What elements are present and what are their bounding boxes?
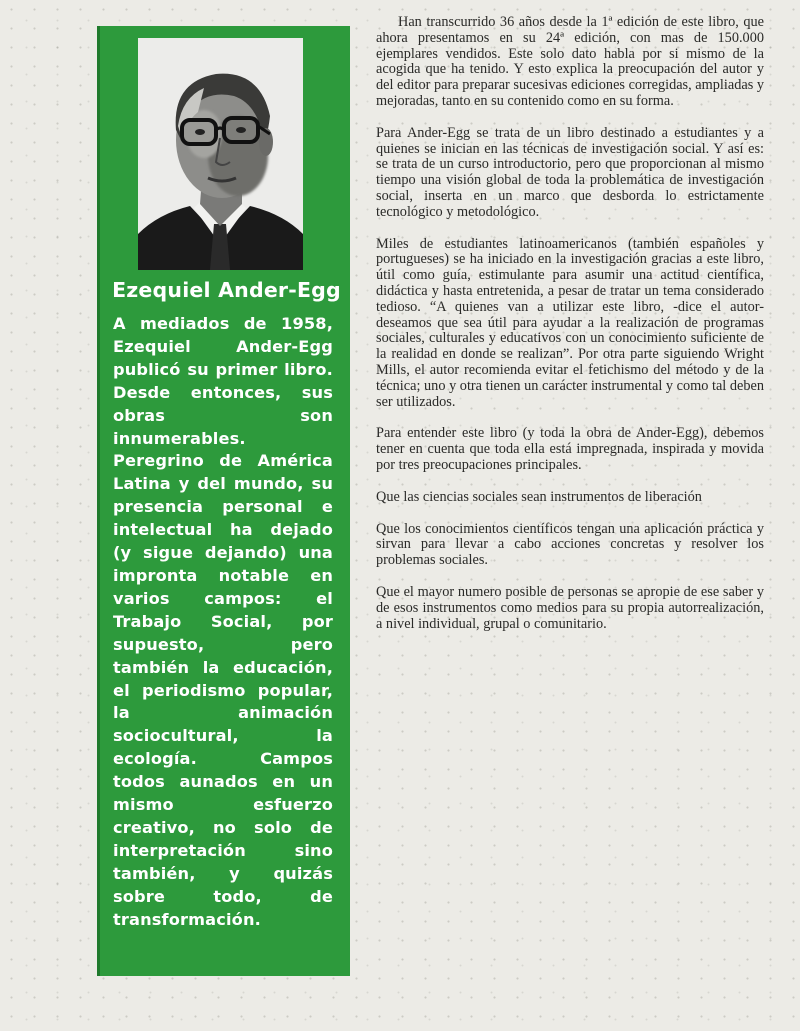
description-text xyxy=(376,15,764,632)
author-name: Ezequiel Ander-Egg xyxy=(112,278,341,302)
author-panel xyxy=(97,26,350,976)
author-bio: A mediados de 1958, Ezequiel Ander-Egg publicó su primer libro. Desde entonces, sus obras son innumerables. Peregrino de América Latina y del mundo, su presencia personal e intelectual ha dejado (y sigue dejando) una impronta notable en varios campos: el Trabajo Social, por supuesto, pero también la educación, el periodismo popular, la animación sociocultural, la ecología. Campos todos aunados en un mismo esfuerzo creativo, no solo de interpretación sino también, y quizás sobre todo, de transformación. xyxy=(113,314,333,929)
paragraph-students: Miles de estudiantes latinoamericanos (también españoles y portugueses) se ha iniciado en la investigación gracias a este libro, útil como guía, estimulante para asumir una actitud científica, didáctica y hasta entretenida, a pesar de tratar un tema considerado tedioso. “A quienes van a utilizar este libro, -dice el autor- deseamos que sea útil para ayudar a la realización de programas sociales, culturales y educativos con un conocimiento suficiente de la realidad en donde se realizan”. Por otra parte siguiendo Wright Mills, el autor recomienda evitar el fetichismo del método y de la técnica; uno y otra tienen un carácter instrumental y como tal deben ser utilizados. xyxy=(376,235,764,410)
paragraph-concern-appropriation: Que el mayor numero posible de personas se apropie de ese saber y de esos instrumentos como medios para su propia autorrealización, a nivel individual, grupal o comunitario. xyxy=(376,583,764,632)
paragraph-concern-liberation: Que las ciencias sociales sean instrumentos de liberación xyxy=(376,488,702,505)
paragraph-editions: Han transcurrido 36 años desde la 1ª edición de este libro, que ahora presentamos en su 24ª edición, con mas de 150.000 ejemplares vendidos. Este solo dato habla por si mismo de la acogida que ha tenido. Y esto explica la preocupación del autor y del editor para preparar sucesivas ediciones corregidas, ampliadas y mejoradas, tanto en su contenido como en su forma. xyxy=(376,14,764,109)
paragraph-concerns-intro: Para entender este libro (y toda la obra de Ander-Egg), debemos tener en cuenta que toda ella está impregnada, inspirada y movida por tres preocupaciones principales. xyxy=(376,425,764,473)
paragraph-purpose: Para Ander-Egg se trata de un libro destinado a estudiantes y a quienes se inician en las técnicas de investigación social. Y así es: se trata de un curso introductorio, pero que proporcionan al mismo tiempo una visión global de toda la problemática de investigación social, inserta en un marco que desborda lo estrictamente tecnológico y metodológico. xyxy=(376,124,764,220)
author-portrait xyxy=(138,38,303,270)
paragraph-concern-practical: Que los conocimientos científicos tengan una aplicación práctica y sirvan para llevar a cabo acciones concretas y resolver los problemas sociales. xyxy=(376,520,764,569)
